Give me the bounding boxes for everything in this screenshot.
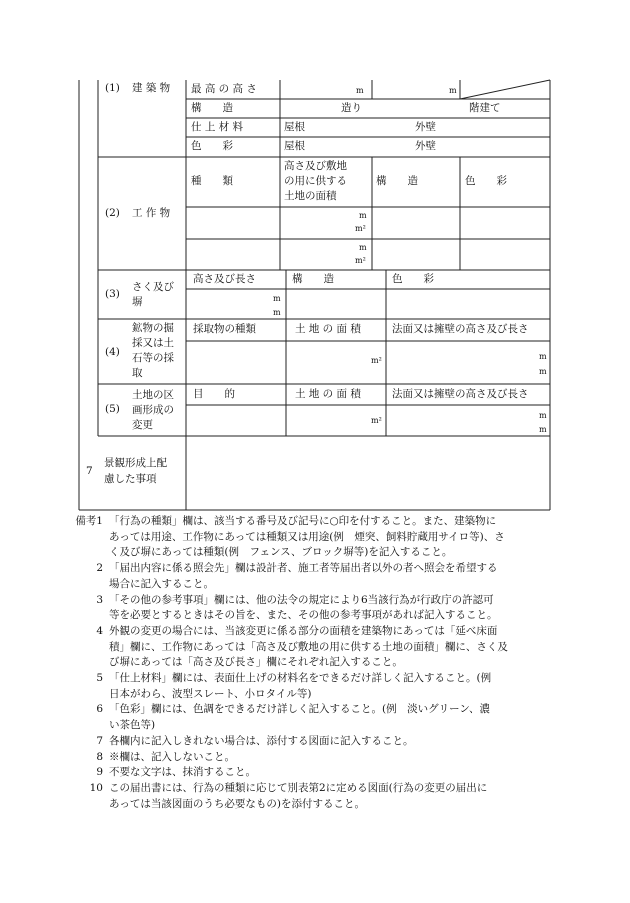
note-number: 9 — [96, 766, 103, 779]
note-8 — [76, 750, 596, 766]
notes-section — [76, 514, 596, 812]
note-text: この届出書には、行為の種類に応じて別表第2に定める図面(行為の変更の届出に — [109, 781, 488, 794]
wall-label: 外壁 — [415, 121, 436, 133]
note-text: い茶色等) — [109, 719, 156, 732]
sec3-label-line1: さく及び — [132, 281, 174, 293]
height-length-header: 高さ及び長さ — [193, 273, 256, 285]
note-number: 備考1 — [75, 515, 103, 527]
kind-header: 種 類 — [191, 175, 233, 187]
area-header-line3: 土地の面積 — [284, 190, 337, 202]
note-text: 各欄内に記入しきれない場合は、添付する図面に記入すること。 — [109, 734, 414, 747]
note-number: 3 — [96, 593, 103, 606]
note-7 — [76, 734, 596, 750]
note-text: 場合に記入すること。 — [109, 577, 214, 590]
row7-label-line2: 慮した事項 — [104, 473, 157, 485]
sec5-label-line3: 変更 — [132, 419, 153, 431]
sec2-label: 工 作 物 — [132, 207, 171, 219]
unit-m: m — [449, 86, 457, 95]
note-text: あっては用途、工作物にあっては種類又は用途(例 煙突、飼料貯蔵用サイロ等)、さ — [109, 530, 505, 543]
note-9 — [76, 765, 596, 781]
unit-m: m — [273, 294, 281, 303]
slope-header: 法面又は擁壁の高さ及び長さ — [392, 323, 529, 335]
note-text: 「仕上材料」欄には、表面仕上げの材料名をできるだけ詳しく記入すること。(例 — [109, 672, 492, 685]
note-text: 積」欄に、工作物にあっては「高さ及び敷地の用に供する土地の面積」欄に、さく及 — [109, 640, 508, 653]
sec3-label-line2: 塀 — [132, 296, 143, 308]
note-text: 「その他の参考事項」欄には、他の法令の規定により6当該行為が行政庁の許認可 — [109, 593, 494, 606]
sec5-label-line2: 画形成の — [132, 404, 174, 416]
unit-m2: m² — [355, 256, 366, 265]
unit-m: m — [359, 243, 367, 252]
sec4-label-line1: 鉱物の掘 — [132, 322, 174, 334]
finish-material-label: 仕 上 材 料 — [191, 121, 244, 133]
sec4-label-line4: 取 — [132, 367, 143, 379]
color-label: 色 彩 — [191, 140, 233, 152]
unit-m: m — [359, 211, 367, 220]
note-number: 8 — [96, 750, 103, 763]
structure-header: 構 造 — [292, 273, 334, 285]
note-text: び塀にあっては「高さ及び長さ」欄にそれぞれ記入すること。 — [109, 656, 403, 669]
note-1 — [76, 514, 596, 561]
note-text: 「届出内容に係る照会先」欄は設計者、施工者等届出者以外の者へ照会を希望する — [109, 562, 498, 575]
sec3-number: (3) — [105, 288, 120, 300]
note-number: 7 — [96, 734, 103, 747]
sec1-label: 建 築 物 — [132, 82, 171, 94]
sec1-number: (1) — [105, 82, 120, 94]
unit-m2: m² — [371, 356, 382, 365]
extraction-kind-header: 採取物の種類 — [193, 323, 256, 335]
area-header-line2: の用に供する — [284, 175, 347, 187]
note-text: ※欄は、記入しないこと。 — [109, 750, 235, 763]
note-5 — [76, 671, 596, 702]
unit-m: m — [273, 308, 281, 317]
roof-label: 屋根 — [284, 121, 305, 133]
note-3 — [76, 593, 596, 624]
note-text: 不要な文字は、抹消すること。 — [109, 766, 256, 779]
row7-number: 7 — [86, 465, 93, 477]
note-text: 日本がわら、波型スレート、小ロタイル等) — [109, 687, 312, 700]
unit-m: m — [539, 411, 547, 420]
roof-label: 屋根 — [284, 140, 305, 152]
note-text: 「行為の種類」欄は、該当する番号及び記号に○印を付すること。また、建築物に — [109, 515, 497, 527]
color-header: 色 彩 — [465, 175, 507, 187]
structure-header: 構 造 — [376, 175, 418, 187]
purpose-header: 目 的 — [193, 388, 235, 400]
sec5-label-line1: 土地の区 — [132, 389, 174, 401]
note-number: 10 — [89, 781, 103, 794]
note-text: 等を必要とするときはその旨を、また、その他の参考事項があれば記入すること。 — [109, 609, 498, 622]
max-height-label: 最 高 の 高 さ — [191, 83, 257, 95]
note-2 — [76, 561, 596, 592]
color-header: 色 彩 — [392, 273, 434, 285]
floors-suffix: 階建て — [469, 102, 501, 114]
note-6 — [76, 702, 596, 733]
sec2-number: (2) — [105, 207, 120, 219]
note-text: 外観の変更の場合には、当該変更に係る部分の面積を建築物にあっては「延べ床面 — [109, 624, 498, 637]
note-10 — [76, 781, 596, 812]
unit-m: m — [356, 86, 364, 95]
area-header-line1: 高さ及び敷地 — [284, 160, 347, 172]
note-text: あっては当該図面のうち必要なもの)を添付すること。 — [109, 797, 365, 810]
row7-label-line1: 景観形成上配 — [104, 457, 167, 469]
unit-m: m — [539, 425, 547, 434]
structure-label: 構 造 — [191, 102, 233, 114]
wall-label: 外壁 — [415, 140, 436, 152]
sec5-number: (5) — [105, 403, 120, 415]
sec4-number: (4) — [105, 346, 120, 358]
unit-m: m — [539, 352, 547, 361]
note-number: 5 — [96, 672, 103, 685]
sec4-label-line2: 採又は土 — [132, 337, 174, 349]
note-text: 「色彩」欄には、色調をできるだけ詳しく記入すること。(例 淡いグリーン、濃 — [109, 703, 491, 716]
note-number: 2 — [96, 562, 103, 575]
note-number: 6 — [96, 703, 103, 716]
sec4-label-line3: 石等の採 — [132, 352, 174, 364]
note-text: く及び塀にあっては種類(例 フェンス、ブロック塀等)を記入すること。 — [109, 546, 453, 559]
unit-m2: m² — [371, 416, 382, 425]
slope-header: 法面又は擁壁の高さ及び長さ — [392, 388, 529, 400]
structure-suffix: 造り — [341, 102, 362, 114]
unit-m2: m² — [355, 224, 366, 233]
note-4 — [76, 624, 596, 671]
land-area-header: 土 地 の 面 積 — [295, 388, 361, 400]
note-number: 4 — [96, 624, 103, 637]
unit-m: m — [539, 367, 547, 376]
land-area-header: 土 地 の 面 積 — [295, 323, 361, 335]
